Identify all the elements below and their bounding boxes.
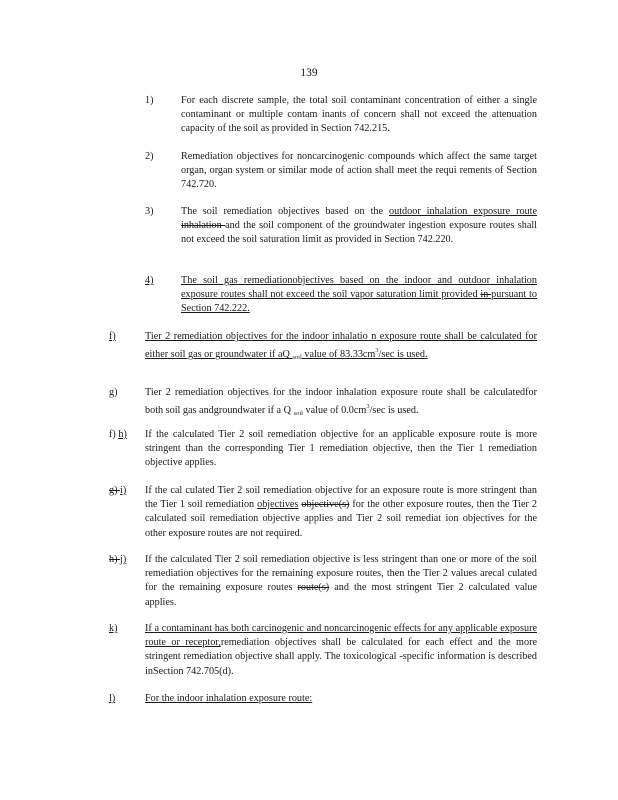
text-run: The soil gas remediationobjectives based on the indoor and outdoor inhalation exposure routes shall not exceed the soil vapor saturation limit provided — [181, 275, 537, 301]
item-text: For the indoor inhalation exposure route: — [145, 693, 313, 704]
old-label: f) — [109, 429, 119, 440]
item-label: f) — [109, 331, 116, 342]
new-label: i) — [120, 485, 127, 496]
new-label: j) — [120, 554, 127, 565]
inserted-text: If a contaminant has both carcinogenic and noncarcinogenic effects for any applicable exposure route or receptor, — [145, 623, 537, 649]
new-label: h) — [118, 429, 127, 440]
old-label: h) — [109, 554, 121, 565]
page-number: 139 — [300, 67, 318, 79]
deleted-text: route(s) — [297, 582, 330, 594]
item-label: 2) — [145, 151, 154, 162]
deleted-text: objective(s) — [301, 499, 350, 511]
text-run: and the soil component of the groundwater ingestion exposure routes shall not exceed the soil saturation limit as provided in Section 742.220. — [181, 220, 537, 246]
text-run: The soil remediation objectives based on the — [181, 206, 390, 217]
deleted-text: inhalation — [181, 220, 226, 232]
inserted-text: Tier 2 remediation objectives for the indoor inhalatio n exposure route shall be calculated for either soil gas or groundwater if aQ $_{soil}$ value of $83.33cm^3/\sec$ is used. — [145, 331, 537, 362]
item-text: If a contaminant has both carcinogenic and noncarcinogenic effects for any applicable exposure route or receptor,remediation objectives shall be calculated for each effect and the more stringent remediation objective shall apply. The toxicological -specific information is described inSection 742.705(d). — [145, 623, 537, 677]
item-text: If the calculated Tier 2 soil remediation objective is less stringent than one or more of the soil remediation objectives for the remaining exposure routes, then the Tier 2 values arecal culated for the remaining exposure routes route(s) and the most stringent Tier 2 calculated value applies. — [145, 554, 537, 608]
item-label: 1) — [145, 95, 154, 106]
item-label — [109, 484, 126, 498]
item-label: 4) — [145, 275, 154, 286]
item-label: g) — [109, 387, 118, 398]
item-label: l) — [109, 693, 116, 704]
item-text — [145, 330, 537, 365]
deleted-text: in — [480, 289, 492, 301]
item-text — [181, 274, 537, 317]
text-run: pursuant to Section 742.222. — [181, 289, 537, 315]
inserted-text: objectives — [257, 499, 299, 511]
item-label: 3) — [145, 206, 154, 217]
item-text: For each discrete sample, the total soil contaminant concentration of either a single contaminant or multiple contam inants of concern shall not exceed the attenuation capacity of the soil as provided in Section 742.215. — [181, 95, 537, 135]
item-text: Tier 2 remediation objectives for the indoor inhalation exposure route shall be calculatedfor both soil gas andgroundwater if a Q $_{soil}$ value of $0.0cm^3/\sec$ is used. — [145, 387, 537, 418]
item-text: Remediation objectives for noncarcinogenic compounds which affect the same target organ, organ system or similar mode of action shall meet the requi rements of Section 742.720. — [181, 151, 537, 191]
old-label: g) — [109, 485, 121, 496]
item-label: k) — [109, 623, 118, 634]
item-text: If the calculated Tier 2 soil remediation objective for an applicable exposure route is more stringent than the corresponding Tier 1 remediation objective, then the Tier 1 remediation objective applies. — [145, 429, 537, 469]
item-label — [109, 428, 127, 442]
item-label — [109, 553, 126, 567]
item-text: If the cal culated Tier 2 soil remediation objective for an exposure route is more stringent than the Tier 1 soil remediation objectives objective(s) for the other exposure routes, then the Tier 2 calculated soil remediation objective applies and Tier 2 soil remediat ion objectives for the other exposure routes are not required. — [145, 485, 537, 539]
item-text — [181, 205, 537, 248]
inserted-text: outdoor inhalation exposure route — [389, 206, 538, 217]
